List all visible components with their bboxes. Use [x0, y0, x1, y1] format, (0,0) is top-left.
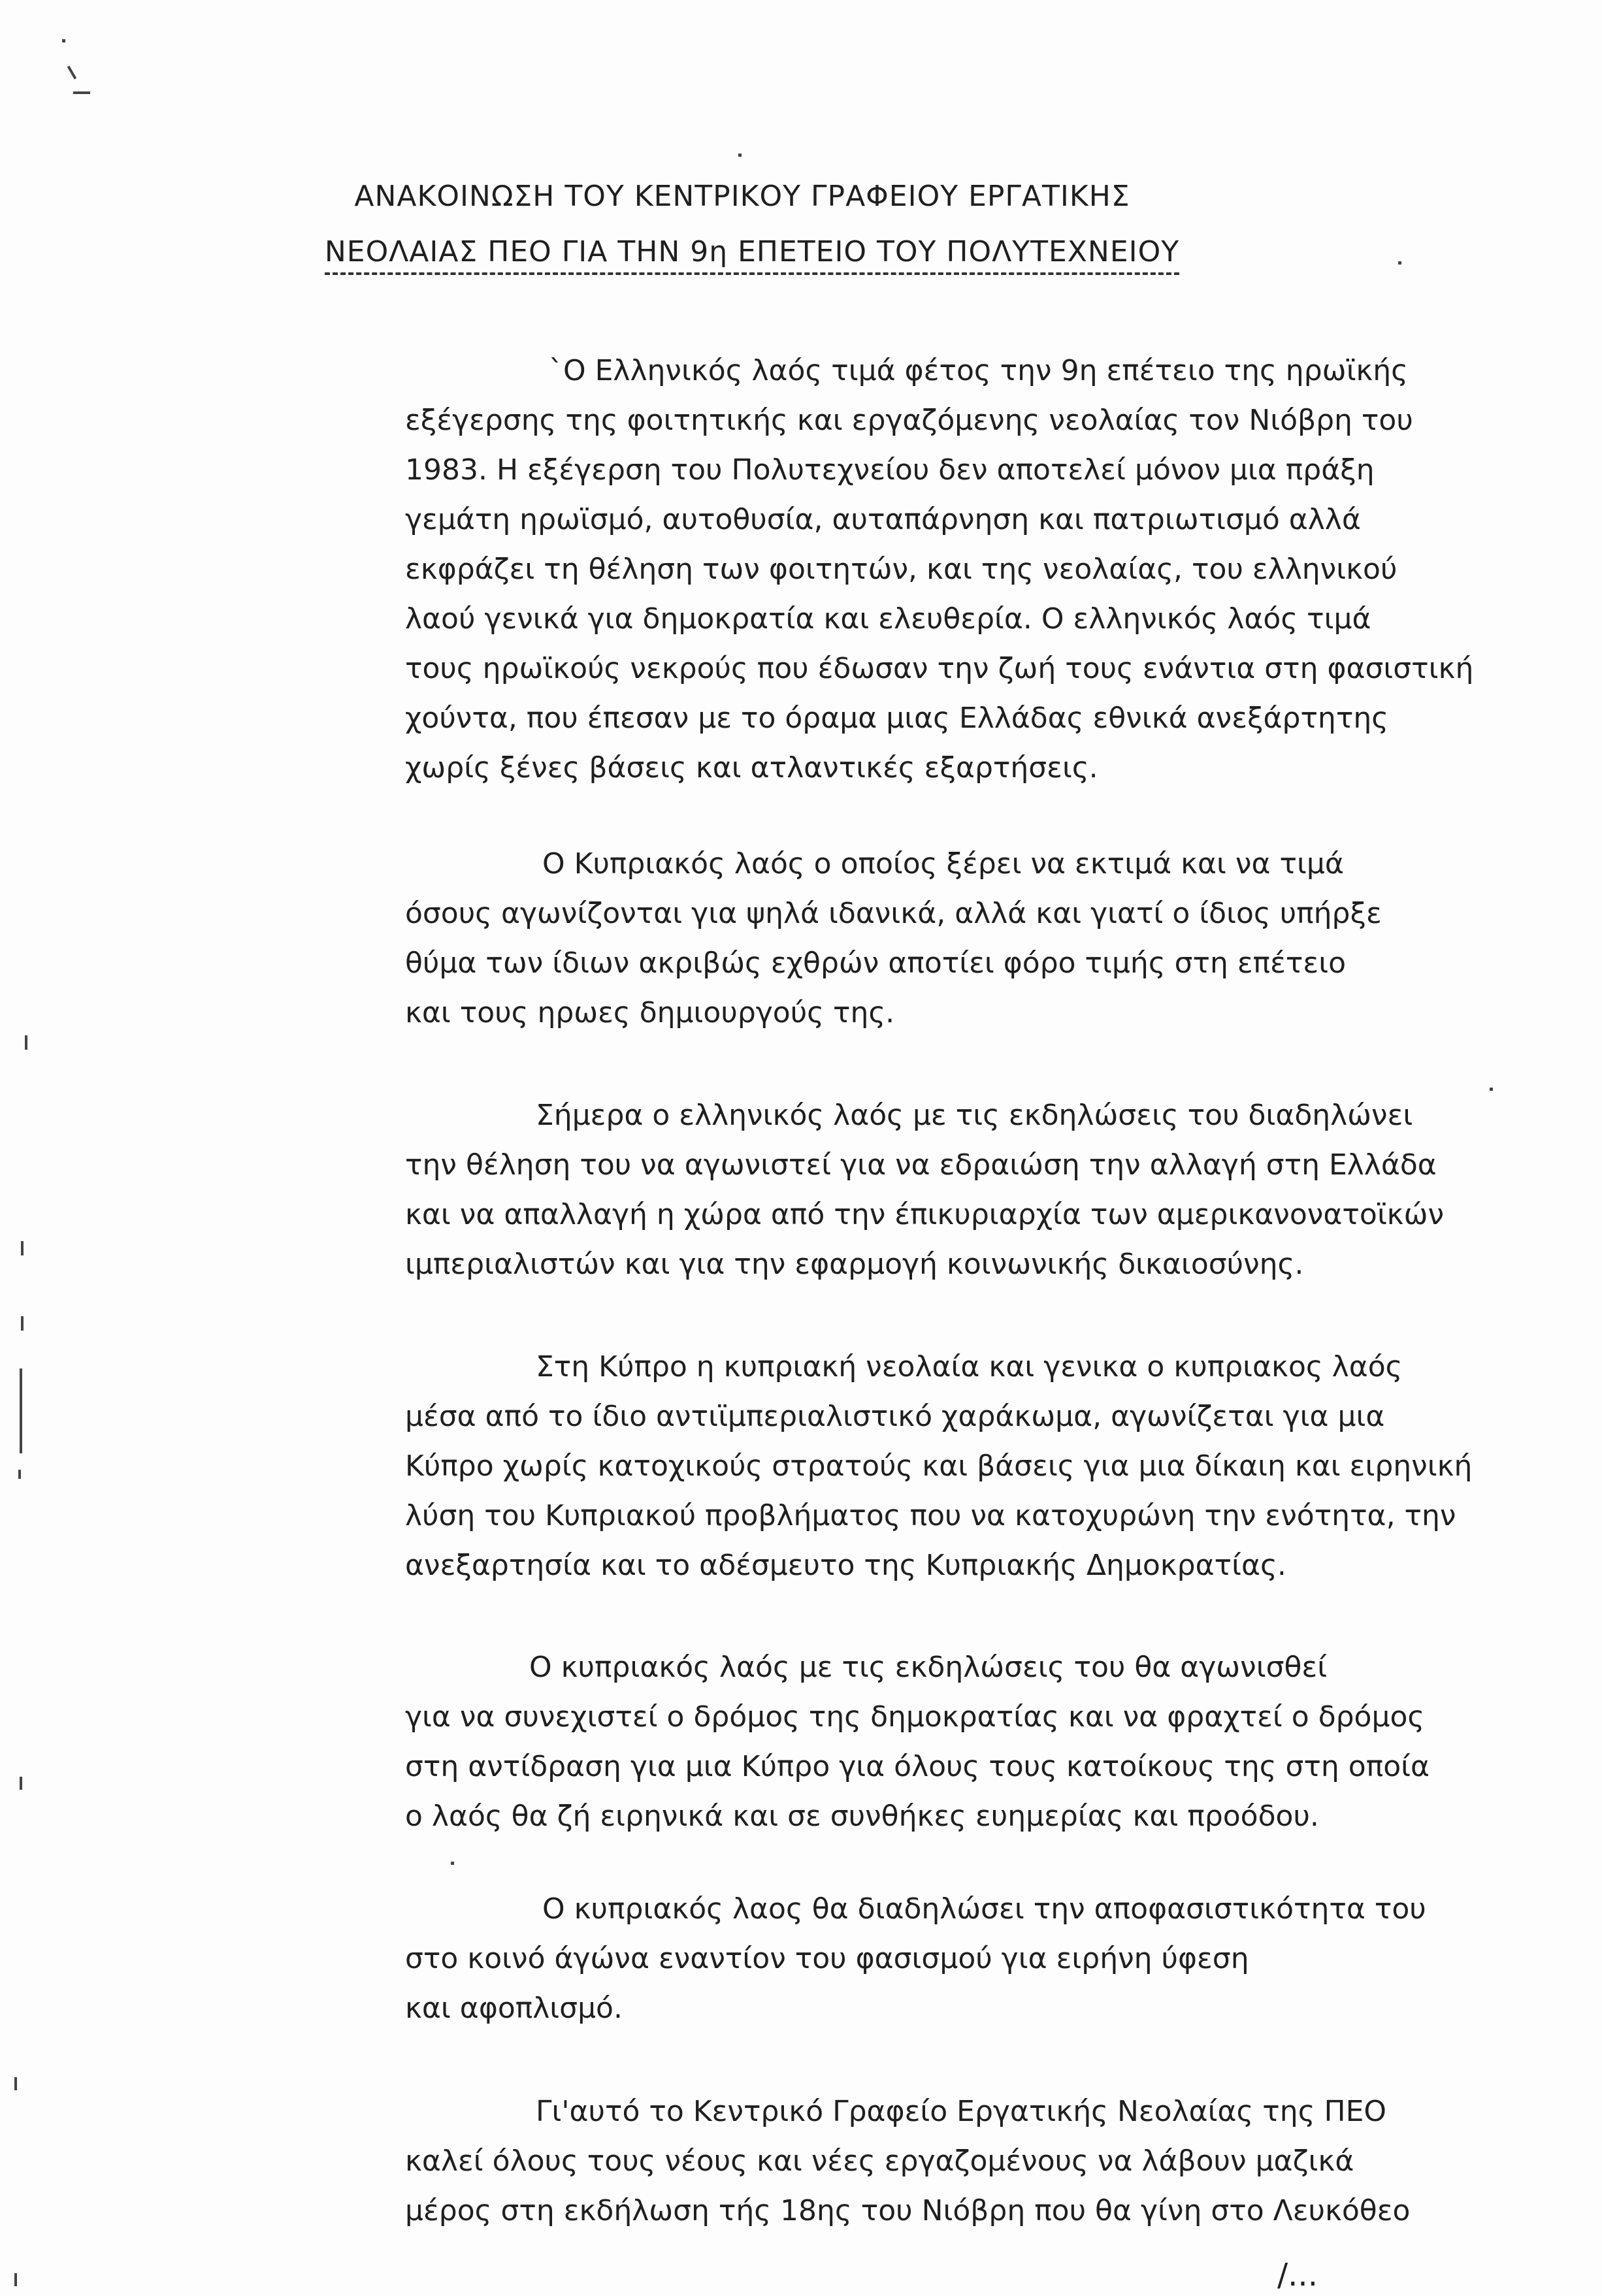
scan-speck — [21, 1316, 24, 1331]
text-line: γεμάτη ηρωϊσμό, αυτοθυσία, αυταπάρνηση και πατριωτισμό αλλά — [405, 503, 1361, 536]
text-line: και να απαλλαγή η χώρα από την έπικυριαρχία των αμερικανονατοϊκών — [405, 1198, 1445, 1231]
text-line: την θέληση του να αγωνιστεί για να εδραιώση την αλλαγή στη Ελλάδα — [405, 1148, 1437, 1182]
text-line: 1983. Η εξέγερση του Πολυτεχνείου δεν αποτελεί μόνον μια πράξη — [405, 453, 1375, 487]
scan-speck — [20, 1777, 22, 1790]
text-line: Ο Κυπριακός λαός ο οποίος ξέρει να εκτιμά και να τιμά — [542, 847, 1344, 881]
text-line: Γι'αυτό το Κεντρικό Γραφείο Εργατικής Νεολαίας της ΠΕΟ — [536, 2095, 1387, 2128]
text-line: χούντα, που έπεσαν με το όραμα μιας Ελλάδας εθνικά ανεξάρτητης — [405, 702, 1389, 735]
text-line: εξέγερσης της φοιτητικής και εργαζόμενης νεολαίας τον Νιόβρη του — [405, 404, 1413, 437]
text-line: όσους αγωνίζονται για ψηλά ιδανικά, αλλά και γιατί ο ίδιος υπήρξε — [405, 897, 1382, 930]
text-line: μέρος στη εκδήλωση τής 18ης του Νιόβρη που θα γίνη στο Λευκόθεο — [405, 2194, 1411, 2227]
paragraph-6 — [405, 1884, 1516, 2033]
paragraph-3 — [405, 1091, 1516, 1289]
text-line: λύση του Κυπριακού προβλήματος που να κατοχυρώνη την ενότητα, την — [405, 1499, 1456, 1532]
text-line: ιμπεριαλιστών και για την εφαρμογή κοινωνικής δικαιοσύνης. — [405, 1248, 1304, 1281]
scan-speck — [73, 91, 90, 94]
text-line: τους ηρωϊκούς νεκρούς που έδωσαν την ζωή τους ενάντια στη φασιστική — [405, 652, 1474, 685]
text-line: θύμα των ίδιων ακριβώς εχθρών αποτίει φόρο τιμής στη επέτειο — [405, 946, 1347, 980]
paragraph-7 — [405, 2087, 1516, 2236]
scan-speck — [20, 1368, 22, 1453]
paragraph-2 — [405, 839, 1516, 1038]
scan-speck — [14, 2273, 17, 2286]
text-line: Σήμερα ο ελληνικός λαός με τις εκδηλώσεις του διαδηλώνει — [536, 1099, 1413, 1132]
text-line: ανεξαρτησία και το αδέσμευτο της Κυπριακής Δημοκρατίας. — [405, 1549, 1286, 1582]
scan-speck — [14, 2077, 17, 2090]
text-line: για να συνεχιστεί ο δρόμος της δημοκρατίας και να φραχτεί ο δρόμος — [405, 1700, 1425, 1734]
text-line: Ο κυπριακός λαος θα διαδηλώσει την αποφασιστικότητα του — [542, 1892, 1426, 1926]
text-line: Κύπρο χωρίς κατοχικούς στρατούς και βάσεις για μια δίκαιη και ειρηνική — [405, 1449, 1473, 1483]
paragraph-4 — [405, 1342, 1516, 1591]
scan-speck — [18, 1470, 21, 1479]
text-line: στη αντίδραση για μια Κύπρο για όλους τους κατοίκους της στη οποία — [405, 1750, 1430, 1783]
text-line: Στη Κύπρο η κυπριακή νεολαία και γενικα ο κυπριακος λαός — [536, 1350, 1403, 1383]
text-line: στο κοινό άγώνα εναντίον του φασισμού για ειρήνη ύφεση — [405, 1942, 1249, 1975]
scan-speck — [21, 1241, 24, 1255]
paragraph-5 — [405, 1643, 1516, 1841]
text-line: λαού γενικά για δημοκρατία και ελευθερία. Ο ελληνικός λαός τιμά — [405, 602, 1371, 636]
text-line: μέσα από το ίδιο αντιϊμπεριαλιστικό χαράκωμα, αγωνίζεται για μια — [405, 1400, 1385, 1433]
scan-speck — [25, 1035, 27, 1050]
heading-line-1: ΑΝΑΚΟΙΝΩΣΗ ΤΟΥ ΚΕΝΤΡΙΚΟΥ ΓΡΑΦΕΙΟΥ ΕΡΓΑΤΙΚΗΣ — [354, 180, 1130, 213]
heading-line-2 — [0, 235, 1553, 268]
scan-speck — [738, 154, 742, 157]
paragraph-1 — [405, 346, 1516, 793]
scan-speck — [451, 1862, 454, 1865]
scan-speck — [62, 39, 65, 42]
text-line: εκφράζει τη θέληση των φοιτητών, και της νεολαίας, του ελληνικού — [405, 553, 1398, 586]
heading-line-2-text: ΝΕΟΛΑΙΑΣ ΠΕΟ ΓΙΑ ΤΗΝ 9η ΕΠΕΤΕΙΟ ΤΟΥ ΠΟΛΥΤΕΧΝΕΙΟΥ — [325, 235, 1179, 275]
text-line: καλεί όλους τους νέους και νέες εργαζομένους να λάβουν μαζικά — [405, 2144, 1354, 2178]
text-line: και τους ηρωες δημιουργούς της. — [405, 996, 895, 1029]
text-line: χωρίς ξένες βάσεις και ατλαντικές εξαρτήσεις. — [405, 751, 1098, 784]
text-line: Ο κυπριακός λαός με τις εκδηλώσεις του θα αγωνισθεί — [529, 1651, 1328, 1684]
text-line: και αφοπλισμό. — [405, 1992, 623, 2025]
continuation-mark: /... — [1277, 2257, 1318, 2293]
scan-speck — [67, 65, 76, 79]
text-line: `Ο Ελληνικός λαός τιμά φέτος την 9η επέτειο της ηρωϊκής — [549, 354, 1408, 387]
text-line: ο λαός θα ζή ειρηνικά και σε συνθήκες ευημερίας και προόδου. — [405, 1800, 1319, 1833]
